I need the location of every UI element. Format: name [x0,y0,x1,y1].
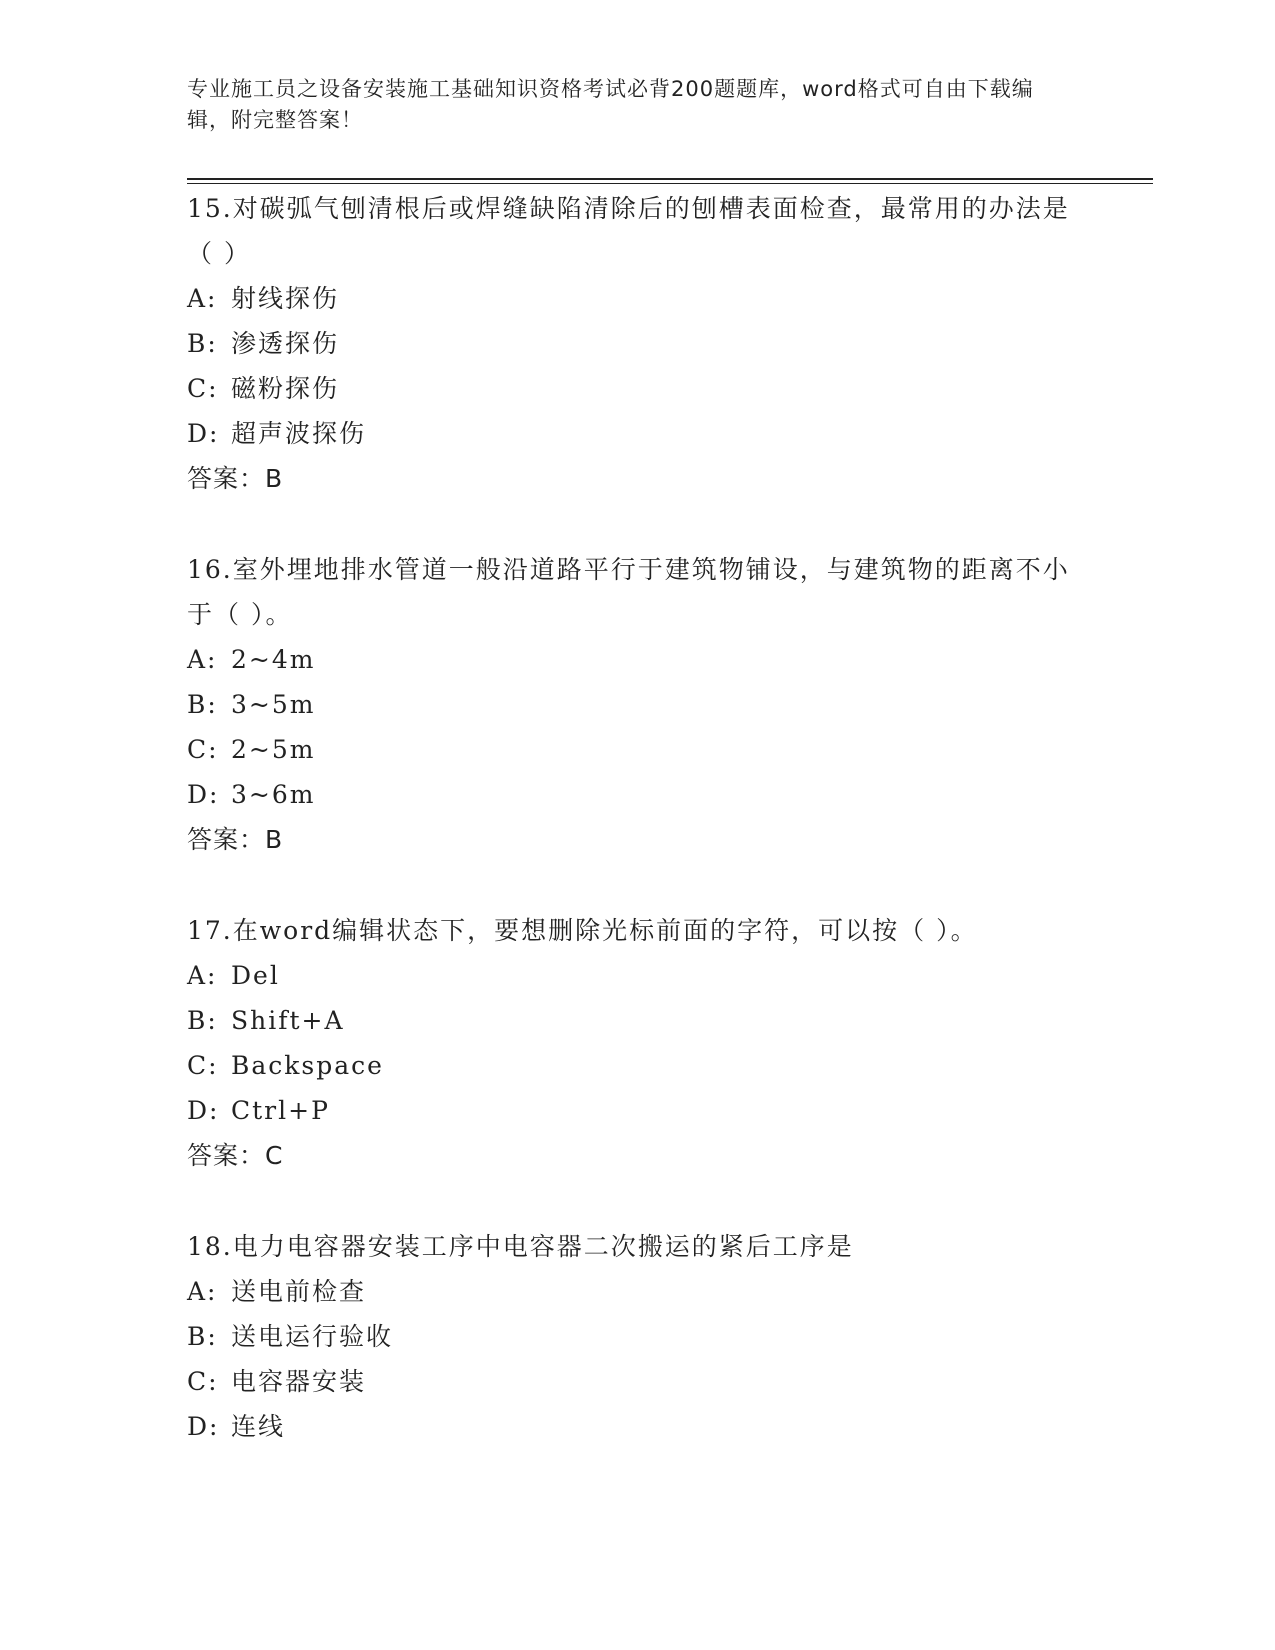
option-letter: C: [187,1367,219,1396]
answer-line: 答案：B [187,464,284,493]
header-rule-thick [187,178,1153,180]
question-18 [187,1224,1087,1449]
option-d [187,772,1087,817]
option-text: Del [231,961,280,990]
question-stem: 15.对碳弧气刨清根后或焊缝缺陷清除后的刨槽表面检查，最常用的办法是（ ） [187,194,1070,268]
option-letter: D: [187,419,220,448]
option-letter: C: [187,1051,219,1080]
option-a [187,276,1087,321]
option-letter: B: [187,329,218,358]
option-a [187,953,1087,998]
option-letter: B: [187,1006,218,1035]
option-text: 超声波探伤 [231,419,367,448]
option-text: 渗透探伤 [231,329,340,358]
option-letter: A: [187,645,218,674]
option-letter: A: [187,284,218,313]
option-c [187,1359,1087,1404]
option-c [187,727,1087,772]
option-text: 2~4m [231,645,316,674]
option-letter: D: [187,1096,220,1125]
option-letter: D: [187,1412,220,1441]
option-text: 3~6m [231,780,316,809]
option-text: 电容器安装 [231,1367,367,1396]
option-letter: C: [187,374,219,403]
answer-line: 答案：C [187,1141,284,1170]
question-17 [187,908,1087,1178]
option-text: 射线探伤 [231,284,340,313]
option-c [187,1043,1087,1088]
option-d [187,411,1087,456]
option-b [187,682,1087,727]
question-stem: 17.在word编辑状态下，要想删除光标前面的字符，可以按（ ）。 [187,916,978,945]
option-b [187,998,1087,1043]
document-header: 专业施工员之设备安装施工基础知识资格考试必背200题题库，word格式可自由下载编辑，附完整答案！ [187,77,1034,132]
question-16 [187,547,1087,862]
option-c [187,366,1087,411]
option-text: 2~5m [231,735,316,764]
option-text: Shift+A [231,1006,345,1035]
question-list [187,186,1087,1495]
header-rule-thin [187,183,1153,184]
option-letter: C: [187,735,219,764]
option-text: 磁粉探伤 [231,374,340,403]
option-d [187,1088,1087,1133]
option-letter: D: [187,780,220,809]
option-d [187,1404,1087,1449]
question-stem: 18.电力电容器安装工序中电容器二次搬运的紧后工序是 [187,1232,854,1261]
option-text: 3~5m [231,690,316,719]
answer-line: 答案：B [187,825,284,854]
option-letter: B: [187,690,218,719]
option-a [187,1269,1087,1314]
question-stem: 16.室外埋地排水管道一般沿道路平行于建筑物铺设，与建筑物的距离不小于（ ）。 [187,555,1070,629]
option-b [187,1314,1087,1359]
option-text: 送电前检查 [231,1277,367,1306]
option-text: Backspace [231,1051,384,1080]
option-letter: A: [187,961,218,990]
option-a [187,637,1087,682]
option-text: 送电运行验收 [231,1322,394,1351]
option-text: Ctrl+P [231,1096,330,1125]
option-letter: B: [187,1322,218,1351]
option-letter: A: [187,1277,218,1306]
question-15 [187,186,1087,501]
option-b [187,321,1087,366]
option-text: 连线 [231,1412,286,1441]
